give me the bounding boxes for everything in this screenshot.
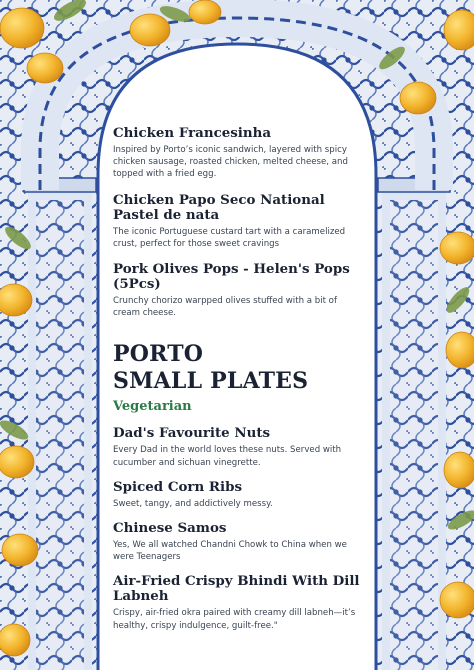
section-title-line1: PORTO <box>113 341 204 368</box>
menu-item-spiced-corn-ribs <box>113 480 365 510</box>
menu-item-title: Spiced Corn Ribs <box>113 478 242 495</box>
menu-item-description: Crunchy chorizo warpped olives stuffed with a bit of cream cheese. <box>113 296 337 319</box>
menu-item-crispy-bhindi <box>113 574 365 631</box>
menu-item-description: Inspired by Porto’s iconic sandwich, layered with spicy chicken sausage, roasted chicken, melted cheese, and topped with a fried egg. <box>113 145 348 180</box>
menu-item-description: Sweet, tangy, and addictively messy. <box>113 498 273 509</box>
menu-content <box>113 126 365 643</box>
menu-item-title: Dad's Favourite Nuts <box>113 425 271 442</box>
menu-item-chinese-samos <box>113 521 365 563</box>
section-title <box>113 341 365 395</box>
menu-item-description: Every Dad in the world loves these nuts. Served with cucumber and sichuan vinegrette. <box>113 445 342 468</box>
menu-item-description: Crispy, air-fried okra paired with creamy dill labneh—it’s healthy, crispy indulgence, guilt-free." <box>113 608 356 631</box>
menu-item-chicken-francesinha <box>113 126 365 181</box>
menu-item-title: Air-Fried Crispy Bhindi With Dill Labneh <box>113 573 360 605</box>
menu-item-description: The iconic Portuguese custard tart with a caramelized crust, perfect for those sweet cravings <box>113 226 346 249</box>
menu-item-dads-favourite-nuts <box>113 426 365 468</box>
menu-item-pastel-de-nata <box>113 193 365 250</box>
menu-item-pork-olives-pops <box>113 262 365 319</box>
section-title-line2: SMALL PLATES <box>113 368 309 395</box>
menu-item-title: Pork Olives Pops - Helen's Pops (5Pcs) <box>113 261 350 293</box>
menu-item-description: Yes, We all watched Chandni Chowk to China when we were Teenagers <box>113 540 347 563</box>
menu-item-title: Chicken Francesinha <box>113 125 272 141</box>
section-subtitle: Vegetarian <box>113 399 192 415</box>
menu-item-title: Chicken Papo Seco National Pastel de nata <box>113 191 325 223</box>
menu-item-title: Chinese Samos <box>113 520 227 537</box>
